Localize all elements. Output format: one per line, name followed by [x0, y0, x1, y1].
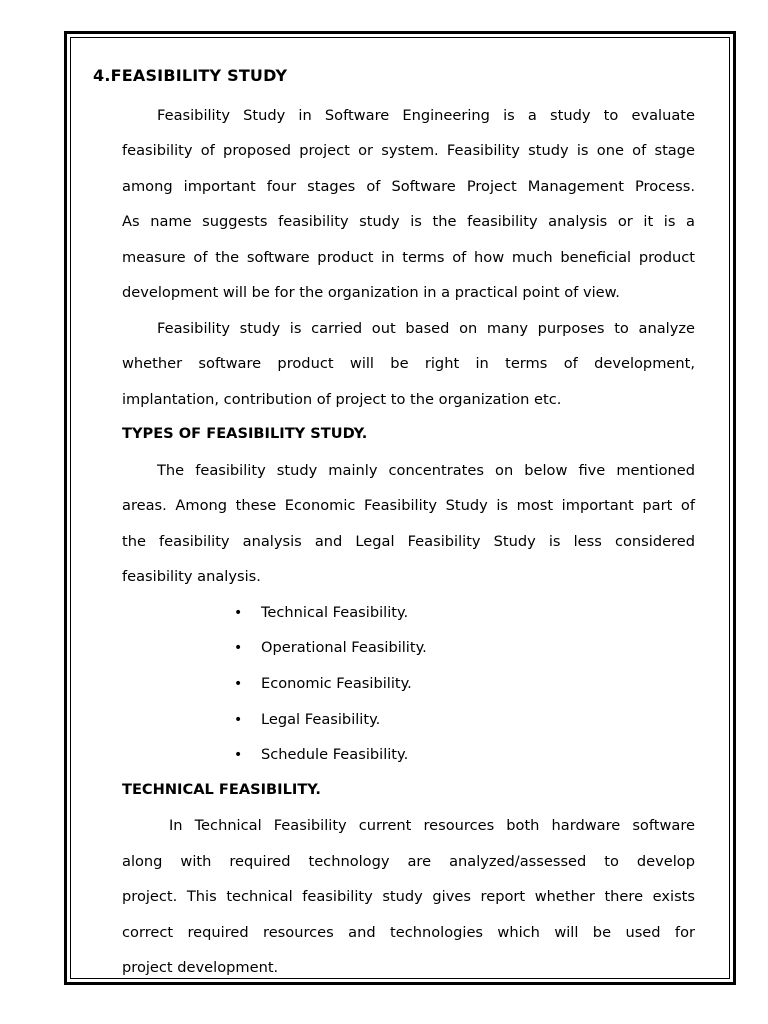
- purpose-line: whether software product will be right in terms of development,: [122, 355, 695, 372]
- intro-line: among important four stages of Software Project Management Process.: [122, 178, 695, 195]
- technical-line: project. This technical feasibility study gives report whether there exists: [122, 888, 695, 905]
- list-item-label: Technical Feasibility.: [261, 604, 409, 621]
- list-item: [234, 603, 408, 623]
- purpose-line: implantation, contribution of project to the organization etc.: [122, 391, 562, 408]
- list-item: [234, 638, 427, 658]
- bullet-icon: •: [234, 676, 243, 692]
- purpose-line: Feasibility study is carried out based on many purposes to analyze: [157, 320, 695, 337]
- technical-line: In Technical Feasibility current resources both hardware software: [169, 817, 695, 834]
- bullet-icon: •: [234, 712, 243, 728]
- technical-heading: TECHNICAL FEASIBILITY.: [122, 781, 321, 798]
- types-line: areas. Among these Economic Feasibility Study is most important part of: [122, 497, 695, 514]
- intro-line: feasibility of proposed project or system. Feasibility study is one of stage: [122, 142, 695, 159]
- intro-line: Feasibility Study in Software Engineering is a study to evaluate: [157, 107, 695, 124]
- intro-line: measure of the software product in terms of how much beneficial product: [122, 249, 695, 266]
- list-item-label: Operational Feasibility.: [261, 639, 427, 656]
- technical-line: project development.: [122, 959, 279, 976]
- intro-line: As name suggests feasibility study is the feasibility analysis or it is a: [122, 213, 695, 230]
- bullet-icon: •: [234, 605, 243, 621]
- list-item-label: Schedule Feasibility.: [261, 746, 409, 763]
- technical-line: correct required resources and technologies which will be used for: [122, 924, 695, 941]
- list-item-label: Legal Feasibility.: [261, 711, 381, 728]
- technical-line: along with required technology are analyzed/assessed to develop: [122, 853, 695, 870]
- types-line: The feasibility study mainly concentrates on below five mentioned: [157, 462, 695, 479]
- intro-line: development will be for the organization in a practical point of view.: [122, 284, 620, 301]
- list-item-label: Economic Feasibility.: [261, 675, 412, 692]
- list-item: [234, 745, 408, 765]
- list-item: [234, 674, 412, 694]
- list-item: [234, 710, 380, 730]
- types-line: feasibility analysis.: [122, 568, 261, 585]
- bullet-icon: •: [234, 747, 243, 763]
- types-heading: TYPES OF FEASIBILITY STUDY.: [122, 425, 368, 442]
- section-title: 4.FEASIBILITY STUDY: [93, 66, 288, 85]
- bullet-icon: •: [234, 640, 243, 656]
- types-line: the feasibility analysis and Legal Feasibility Study is less considered: [122, 533, 695, 550]
